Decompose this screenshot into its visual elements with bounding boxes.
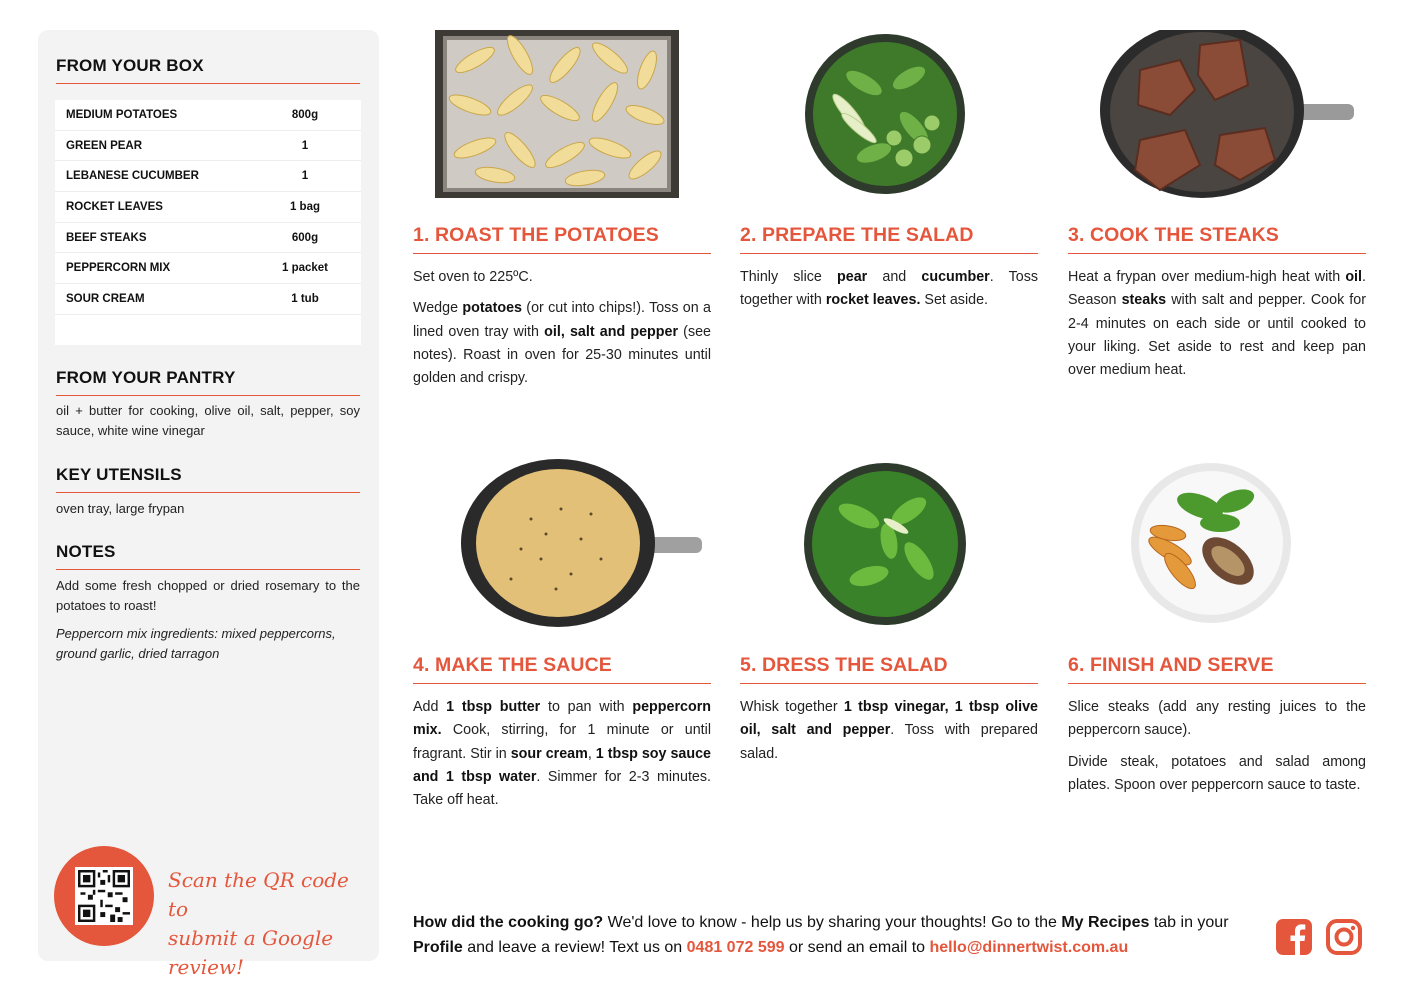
step-1-body <box>413 266 711 398</box>
table-row <box>55 192 361 223</box>
photo-cook-steaks <box>1100 30 1356 198</box>
from-your-box-title: FROM YOUR BOX <box>56 56 360 84</box>
table-row <box>55 223 361 254</box>
phone-link[interactable]: 0481 072 599 <box>686 939 785 956</box>
photo-dress-salad <box>804 461 967 627</box>
notes-italic-text: Peppercorn mix ingredients: mixed peppercorns, ground garlic, dried tarragon <box>56 626 336 661</box>
step-2-para-1: Thinly slice pear and cucumber. Toss together with rocket leaves. Set aside. <box>740 269 1038 309</box>
instagram-icon[interactable] <box>1325 918 1363 956</box>
ingredient-qty: 1 tub <box>291 292 319 305</box>
ingredient-name: MEDIUM POTATOES <box>66 108 178 121</box>
ingredients-table <box>55 100 361 345</box>
ingredient-name: BEEF STEAKS <box>66 231 147 244</box>
step-5-body <box>740 696 1038 774</box>
qr-caption <box>168 866 368 982</box>
qr-code-icon[interactable] <box>75 867 133 925</box>
step-2-body <box>740 266 1038 321</box>
step-5-para-1: Whisk together 1 tbsp vinegar, 1 tbsp olive oil, salt and pepper. Toss with prepared salad. <box>740 699 1038 762</box>
step-3-title: 3. COOK THE STEAKS <box>1068 224 1366 254</box>
pantry-text: oil + butter for cooking, olive oil, salt, pepper, soy sauce, white wine vinegar <box>56 403 360 438</box>
step-4-para-1: Add 1 tbsp butter to pan with peppercorn mix. Cook, stirring, for 1 minute or until fragrant. Stir in sour cream, 1 tbsp soy sauce and 1 tbsp water. Simmer for 2-3 minutes. Take off heat. <box>413 699 712 809</box>
step-6-para-1: Slice steaks (add any resting juices to the peppercorn sauce). <box>1068 699 1366 739</box>
photo-roast-potatoes <box>435 30 679 198</box>
ingredient-name: LEBANESE CUCUMBER <box>66 170 199 183</box>
qr-code-badge[interactable] <box>54 846 154 946</box>
qr-caption-line2: submit a Google review! <box>168 926 334 979</box>
notes-text: Add some fresh chopped or dried rosemary to the potatoes to roast! <box>56 578 360 613</box>
step-6-title: 6. FINISH AND SERVE <box>1068 654 1366 684</box>
photo-finish-and-serve <box>1130 461 1292 625</box>
ingredient-qty: 1 packet <box>281 262 329 275</box>
ingredient-qty: 1 <box>301 170 309 183</box>
table-row <box>55 100 361 131</box>
ingredient-qty: 600g <box>291 231 319 244</box>
ingredient-name: PEPPERCORN MIX <box>66 262 171 275</box>
table-row <box>55 284 361 315</box>
step-3-body <box>1068 266 1366 390</box>
from-your-pantry-title: FROM YOUR PANTRY <box>56 368 360 396</box>
step-6-para-2: Divide steak, potatoes and salad among plates. Spoon over peppercorn sauce to taste. <box>1068 753 1366 793</box>
email-link[interactable]: hello@dinnertwist.com.au <box>929 939 1129 956</box>
step-1-title: 1. ROAST THE POTATOES <box>413 224 711 254</box>
qr-caption-line1: Scan the QR code to <box>168 868 349 921</box>
table-row <box>55 253 361 284</box>
utensils-text: oven tray, large frypan <box>56 501 185 516</box>
step-5-title: 5. DRESS THE SALAD <box>740 654 1038 684</box>
photo-make-sauce <box>461 459 703 629</box>
ingredient-qty: 800g <box>291 108 319 121</box>
step-2-title: 2. PREPARE THE SALAD <box>740 224 1038 254</box>
ingredient-qty: 1 <box>301 139 309 152</box>
key-utensils-title: KEY UTENSILS <box>56 465 360 493</box>
step-4-title: 4. MAKE THE SAUCE <box>413 654 711 684</box>
step-1-para-1: Set oven to 225ºC. <box>413 269 533 285</box>
ingredient-name: SOUR CREAM <box>66 292 145 305</box>
step-3-para-1: Heat a frypan over medium-high heat with oil. Season steaks with salt and pepper. Cook for 2-4 minutes on each side or until cooked to your liking. Set aside to rest and keep pan over medium heat. <box>1068 269 1366 379</box>
ingredient-name: ROCKET LEAVES <box>66 200 163 213</box>
table-row <box>55 131 361 162</box>
review-footer-text: How did the cooking go? We'd love to know - help us by sharing your thoughts! Go to the My Recipes tab in your Profile and leave a review! Text us on 0481 072 599 or send an email to hello@dinnertwist.com.au <box>413 914 1229 956</box>
photo-prepare-salad <box>804 33 966 195</box>
facebook-icon[interactable] <box>1275 918 1313 956</box>
step-6-body <box>1068 696 1366 805</box>
ingredient-qty: 1 bag <box>289 200 321 213</box>
step-4-body <box>413 696 711 820</box>
notes-title: NOTES <box>56 542 360 570</box>
step-1-para-2: Wedge potatoes (or cut into chips!). Toss on a lined oven tray with oil, salt and pepper (see notes). Roast in oven for 25-30 minutes until golden and crispy. <box>413 300 711 387</box>
sidebar-panel <box>38 30 379 979</box>
ingredient-name: GREEN PEAR <box>66 139 143 152</box>
table-row <box>55 161 361 192</box>
